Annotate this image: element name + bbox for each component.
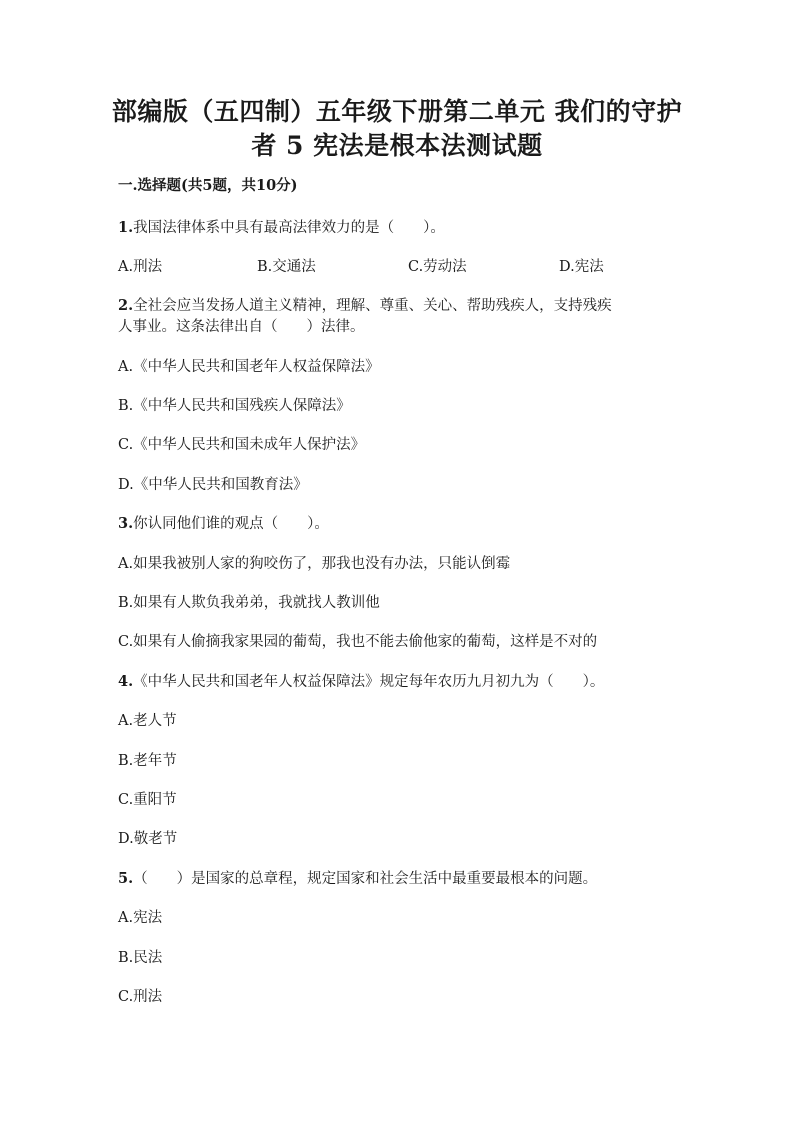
- question-number: 3.: [118, 515, 134, 532]
- option-c: C.劳动法: [408, 259, 467, 275]
- page-title-line-2: 者 5 宪法是根本法测试题: [251, 131, 543, 160]
- option-b: B.《中华人民共和国残疾人保障法》: [118, 398, 351, 414]
- option-a: A.如果我被别人家的狗咬伤了，那我也没有办法，只能认倒霉: [118, 556, 511, 572]
- option-b: B.老年节: [118, 753, 177, 769]
- question-2-continued: 人事业。这条法律出自（ ）法律。: [118, 319, 365, 335]
- question-number: 1.: [118, 219, 134, 236]
- question-number: 5.: [118, 870, 134, 887]
- option-a: A.宪法: [118, 910, 163, 926]
- question-2: [118, 296, 612, 316]
- option-d: D.宪法: [559, 259, 604, 275]
- option-d: D.《中华人民共和国教育法》: [118, 477, 308, 493]
- question-1: [118, 218, 445, 238]
- option-c: C.刑法: [118, 989, 163, 1005]
- question-4: [118, 672, 604, 692]
- question-text: 你认同他们谁的观点（ ）。: [133, 516, 329, 532]
- option-c: C.如果有人偷摘我家果园的葡萄，我也不能去偷他家的葡萄，这样是不对的: [118, 634, 598, 650]
- question-text: 我国法律体系中具有最高法律效力的是（ ）。: [133, 220, 445, 236]
- question-text: （ ）是国家的总章程，规定国家和社会生活中最重要最根本的问题。: [133, 871, 598, 887]
- question-3: [118, 514, 329, 534]
- option-a: A.老人节: [118, 713, 177, 729]
- option-b: B.如果有人欺负我弟弟，我就找人教训他: [118, 595, 380, 611]
- question-text-line-1: 全社会应当发扬人道主义精神，理解、尊重、关心、帮助残疾人，支持残疾: [133, 298, 612, 314]
- question-text: 《中华人民共和国老年人权益保障法》规定每年农历九月初九为（ ）。: [133, 674, 605, 690]
- option-d: D.敬老节: [118, 831, 178, 847]
- option-b: B.民法: [118, 950, 163, 966]
- option-c: C.《中华人民共和国未成年人保护法》: [118, 437, 366, 453]
- option-a: A.《中华人民共和国老年人权益保障法》: [118, 359, 380, 375]
- question-number: 2.: [118, 297, 134, 314]
- option-a: A.刑法: [118, 259, 163, 275]
- option-c: C.重阳节: [118, 792, 177, 808]
- page-title-line-1: 部编版（五四制）五年级下册第二单元 我们的守护: [111, 97, 683, 126]
- question-5: [118, 869, 597, 889]
- question-number: 4.: [118, 673, 134, 690]
- option-b: B.交通法: [257, 259, 316, 275]
- section-heading: 一.选择题(共5题，共10分): [118, 177, 298, 194]
